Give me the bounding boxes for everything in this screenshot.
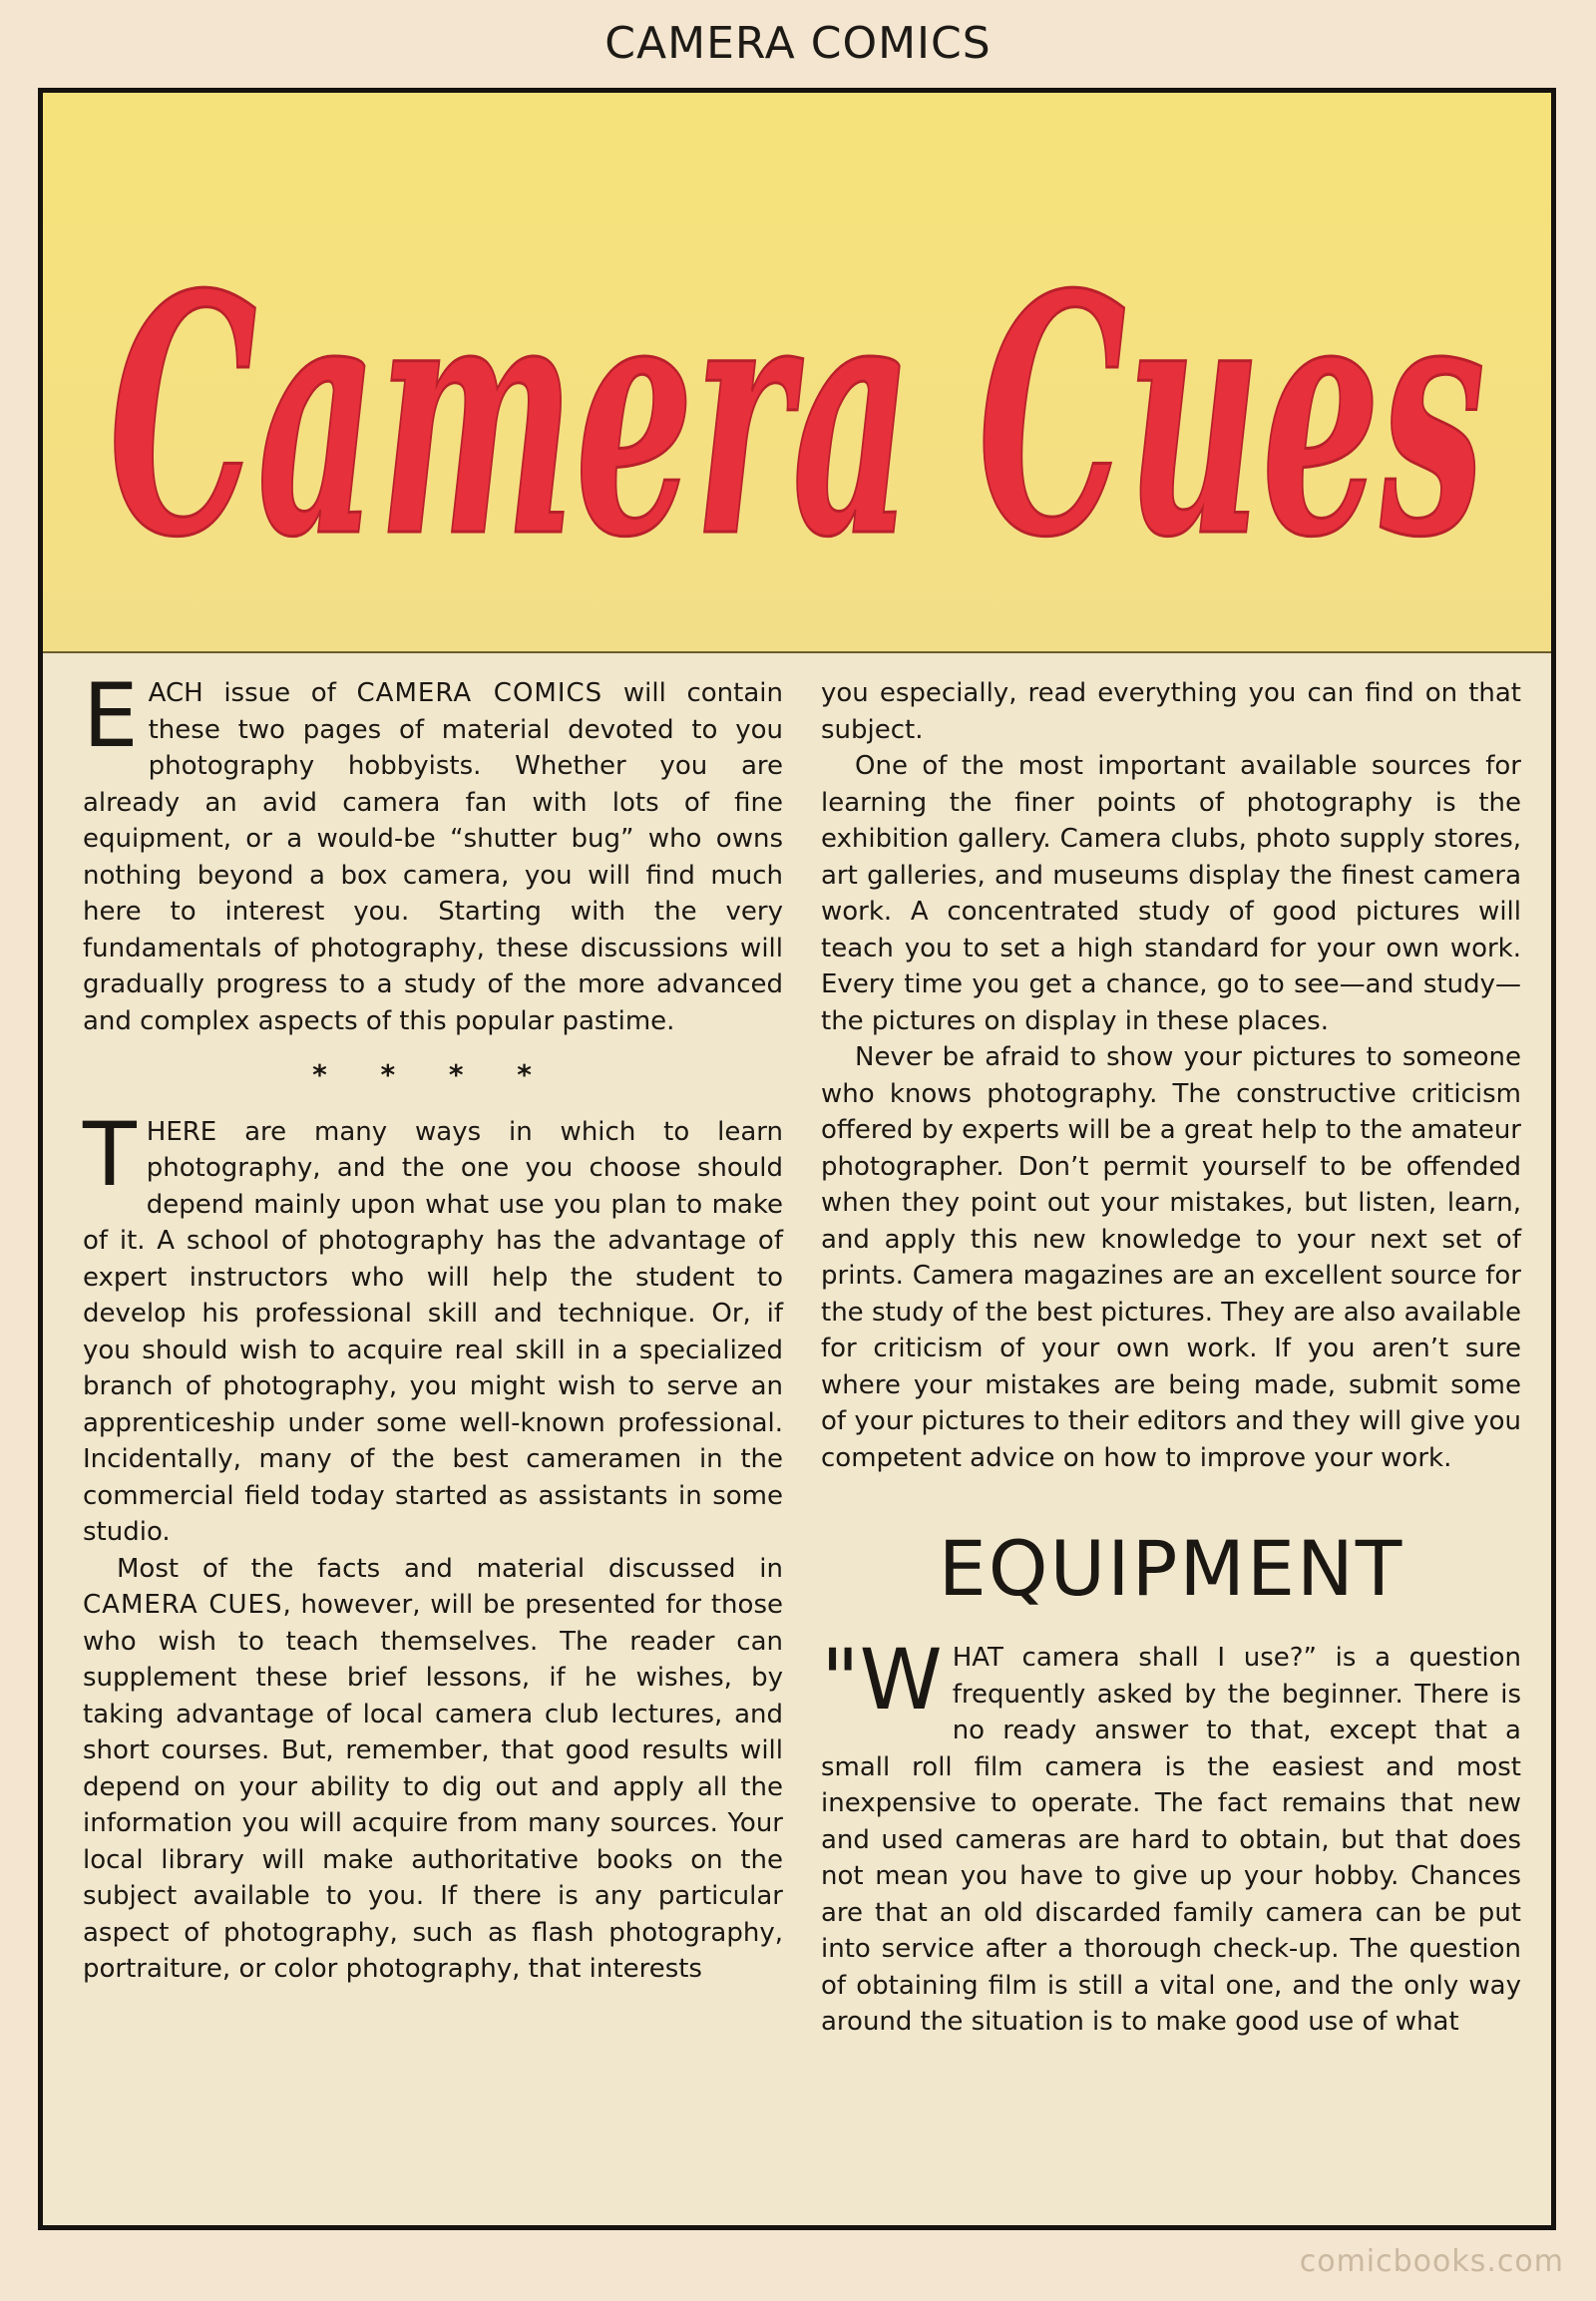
criticism-paragraph: Never be afraid to show your pictures to someone who knows photography. The constructive criticism offered by experts will be a great help to the amateur photographer. Don’t permit yourself to be offended when they point out your mistakes, but listen, learn, and apply this new knowledge to your next set of prints. Camera magazines are an excellent source for the study of the best pictures. They are also available for criticism of your own work. If you aren’t sure where your mistakes are being made, submit some of your pictures to their editors and they will give you competent advice on how to improve your work. [821, 1042, 1521, 1473]
running-title: CAMERA COMICS [604, 18, 992, 69]
learning-dropcap: T [83, 1102, 137, 1206]
title-banner [43, 93, 1551, 653]
right-column [821, 675, 1521, 2201]
intro-paragraph [83, 664, 783, 1039]
intro-text-start: ACH issue of [148, 678, 357, 708]
learning-paragraph [83, 1102, 783, 1551]
equipment-text: HAT camera shall I use?” is a question frequently asked by the beginner. There is no ready answer to that, except that a small roll film camera is the easiest and most inexpensive to operate. The fact remains that new and used cameras are hard to obtain, but that does not mean you have to give up your hobby. Chances are that an old discarded family camera can be put into service after a thorough check-up. The question of obtaining film is still a vital one, and the only way around the situation is to make good use of what [821, 1643, 1521, 2037]
intro-text-rest: will contain these two pages of material devoted to you photography hobbyists. Whether you are already an avid camera fan with lots of fine equipment, or a would-be “shutter bug” who owns nothing beyond a box camera, you will find much here to interest you. Starting with the very fundamentals of photography, these discussions will gradually progress to a study of the more advanced and complex aspects of this popular pastime. [83, 678, 783, 1036]
sources-paragraph: One of the most important available sources for learning the finer points of photography is the exhibition gallery. Camera clubs, photo supply stores, art galleries, and museums display the finest camera work. A concentrated study of good pictures will teach you to set a high standard for your own work. Every time you get a chance, go to see—and study—the pictures on display in these places. [821, 751, 1521, 1036]
left-column [83, 664, 783, 2201]
self-teach-text-start: Most of the facts and material discussed in [117, 1553, 783, 1584]
equipment-heading: EQUIPMENT [938, 1524, 1404, 1613]
equipment-paragraph [821, 1631, 1521, 2041]
banner-title-svg [43, 93, 1551, 647]
intro-magazine-name: CAMERA COMICS [356, 678, 603, 708]
site-watermark: comicbooks.com [1299, 2244, 1564, 2279]
learning-text: HERE are many ways in which to learn photography, and the one you choose should depend mainly upon what use you plan to make of it. A school of photography has the advantage of expert instructors who will help the student to develop his professional skill and technique. Or, if you should wish to acquire real skill in a specialized branch of photography, you might wish to serve an apprenticeship under some well-known professional. Incidentally, many of the best cameramen in the commercial field today started as assistants in some studio. [83, 1116, 783, 1547]
self-teach-paragraph [83, 1551, 783, 1988]
continuation-paragraph: you especially, read everything you can find on that subject. [821, 678, 1521, 745]
self-teach-text-rest: , however, will be presented for those who wish to teach themselves. The reader can supplement these brief lessons, if he wishes, by taking advantage of local camera club lectures, and short courses. But, remember, that good results will depend on your ability to dig out and apply all the information you will acquire from many sources. Your local library will make authoritative books on the subject available to you. If there is any particular aspect of photography, such as flash photography, portraiture, or color photography, that interests [83, 1590, 783, 1984]
intro-dropcap: E [83, 664, 139, 767]
banner-title: Camera Cues [109, 222, 1485, 609]
article-columns [83, 664, 1521, 2201]
equipment-dropcap: "W [821, 1631, 943, 1728]
section-separator: * * * * [312, 1058, 554, 1091]
self-teach-feature-name: CAMERA CUES [83, 1590, 283, 1620]
article-frame [38, 88, 1556, 2230]
